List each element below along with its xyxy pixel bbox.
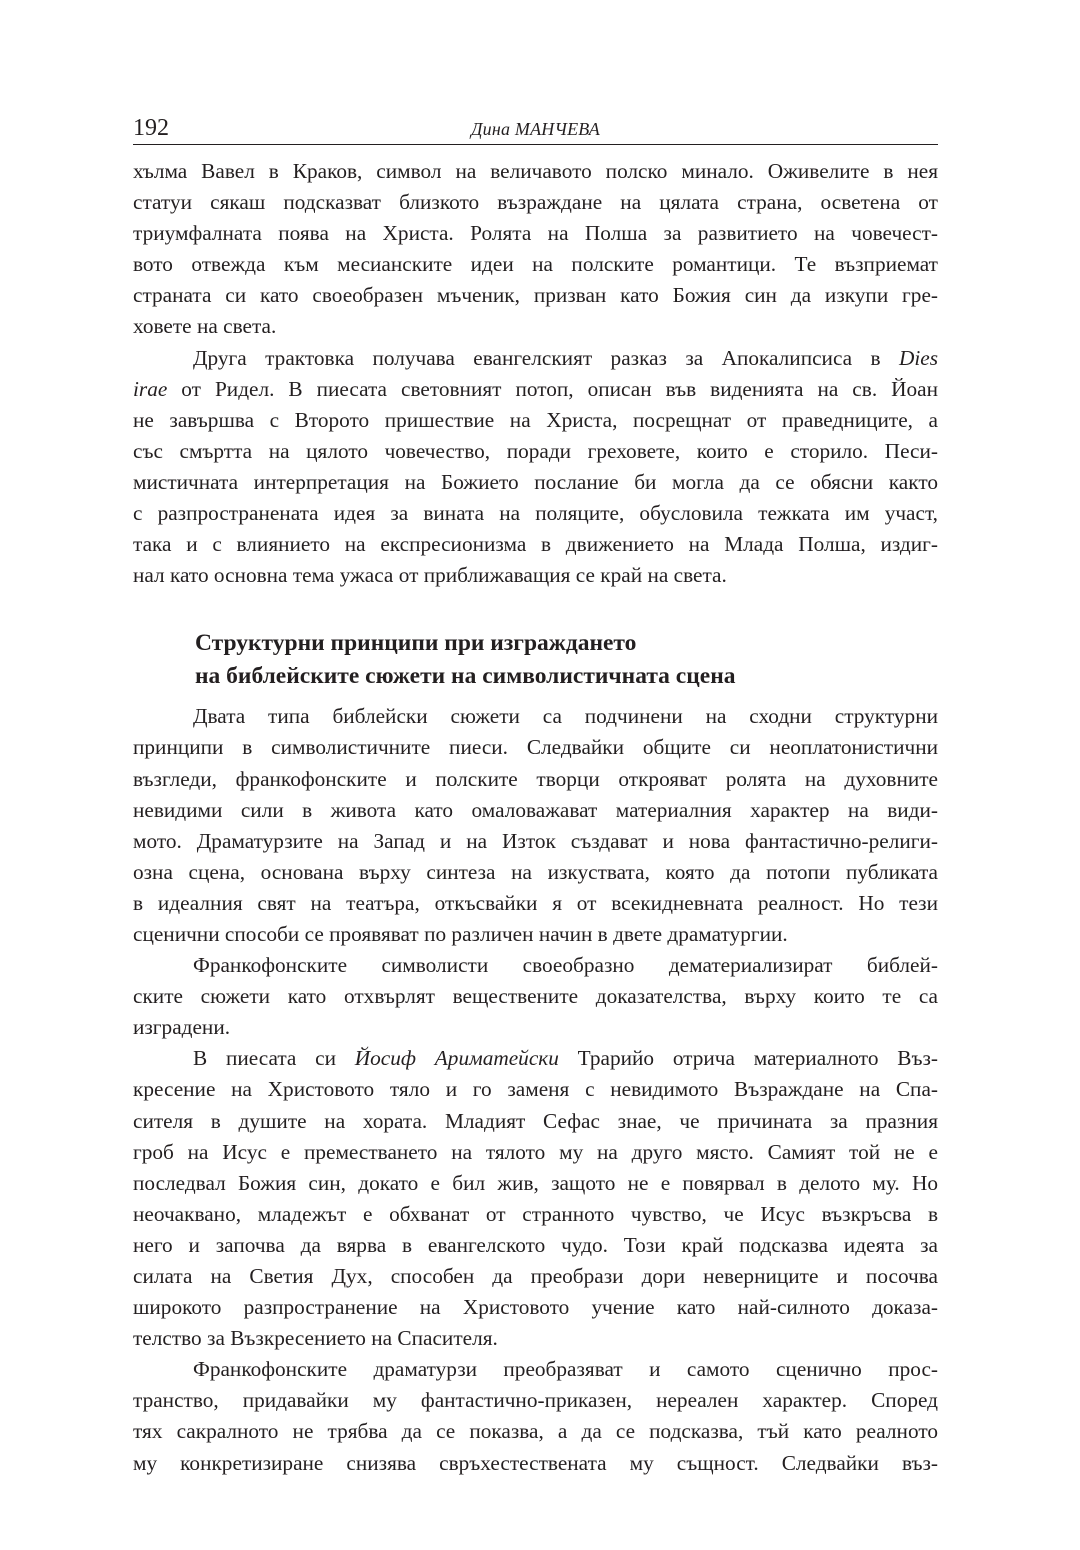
text-line: вото отвежда към месианските идеи на полските романтици. Те възприемат bbox=[133, 252, 938, 277]
text-line: с разпространената идея за вината на поляците, обусловила тежката им участ, bbox=[133, 501, 938, 526]
text-line: кресение на Христовото тяло и го заменя с невидимото Възраждане на Спа- bbox=[133, 1077, 938, 1102]
text-run: В пиесата си bbox=[193, 1046, 355, 1071]
running-title: Дина МАНЧЕВА bbox=[471, 119, 600, 139]
text-line: сителя в душите на хората. Младият Сефас знае, че причината за празния bbox=[133, 1108, 938, 1133]
text-line: триумфалната поява на Христа. Ролята на Полша за развитието на човечест- bbox=[133, 221, 938, 246]
text-line: мото. Драматурзите на Запад и на Изток създават и нова фантастично-религи- bbox=[133, 828, 938, 853]
italic-title: Йосиф Ариматейски bbox=[354, 1046, 559, 1071]
paragraph-3 bbox=[133, 701, 938, 950]
text-line: ските сюжети като отхвърлят веществените доказателства, върху които те са bbox=[133, 984, 938, 1009]
section-heading-line: на библейските сюжети на символистичната сцена bbox=[195, 663, 736, 690]
text-line: със смъртта на цялото човечество, поради греховете, които е сторило. Песи- bbox=[133, 438, 938, 463]
text-line: статуи сякаш подсказват близкото възраждане на цялата страна, осветена от bbox=[133, 190, 938, 215]
paragraph-5 bbox=[133, 1043, 938, 1354]
text-line: страната си като своеобразен мъченик, призван като Божия син да изкупи гре- bbox=[133, 283, 938, 308]
paragraph-1 bbox=[133, 156, 938, 343]
text-line: невидими сили в живота като омаловажават материалния характер на види- bbox=[133, 797, 938, 822]
section-heading-line: Структурни принципи при изграждането bbox=[195, 630, 637, 657]
text-line: транство, придавайки му фантастично-приказен, нереален характер. Според bbox=[133, 1388, 938, 1413]
text-line: озна сцена, основана върху синтеза на изкуствата, която да потопи публиката bbox=[133, 859, 938, 884]
text-run: от Ридел. В пиесата световният потоп, описан във виденията на св. Йоан bbox=[167, 376, 938, 401]
text-line: тях сакралното не трябва да се показва, а да се подсказва, тъй като реалното bbox=[133, 1419, 938, 1444]
text-line: му конкретизиране снизява свръхестествената му същност. Следвайки въз- bbox=[133, 1450, 938, 1475]
text-line: така и с влиянието на експресионизма в движението на Млада Полша, издиг- bbox=[133, 532, 938, 557]
text-run: Друга трактовка получава евангелският разказ за Апокалипсиса в bbox=[193, 345, 899, 370]
text-line: Франкофонските драматурзи преобразяват и самото сценично прос- bbox=[193, 1357, 938, 1382]
text-line: принципи в символистичните пиеси. Следвайки общите си неоплатонистични bbox=[133, 735, 938, 760]
text-line: сценични способи се проявяват по различен начин в двете драматургии. bbox=[133, 921, 788, 946]
text-line: Двата типа библейски сюжети са подчинени на сходни структурни bbox=[193, 704, 938, 729]
paragraph-2 bbox=[133, 343, 938, 592]
text-line: нал като основна тема ужаса от приближаващия се край на света. bbox=[133, 563, 727, 588]
text-line: последвал Божия син, докато е бил жив, защото не е повярвал в делото му. Но bbox=[133, 1170, 938, 1195]
running-header bbox=[133, 112, 938, 145]
text-line: мистичната интерпретация на Божието послание би могла да се обясни както bbox=[133, 469, 938, 494]
text-line: не завършва с Второто пришествие на Христа, посрещнат от праведниците, а bbox=[133, 407, 938, 432]
text-line bbox=[133, 343, 938, 374]
page-number: 192 bbox=[133, 115, 169, 141]
text-line bbox=[133, 1043, 938, 1074]
text-run: Трарийо отрича материалното Въз- bbox=[558, 1046, 938, 1071]
text-line: него и започва да вярва в евангелското чудо. Този край подсказва идеята за bbox=[133, 1232, 938, 1257]
text-line: в идеалния свят на театъра, откъсвайки я от всекидневната реалност. Но тези bbox=[133, 890, 938, 915]
text-line: гроб на Исус е преместването на тялото му на друго място. Самият той не е bbox=[133, 1139, 938, 1164]
text-line: възгледи, франкофонските и полските творци открояват ролята на духовните bbox=[133, 766, 938, 791]
text-line: хълма Вавел в Краков, символ на величавото полско минало. Оживелите в нея bbox=[133, 159, 938, 183]
body-text bbox=[133, 156, 938, 1479]
text-line: ховете на света. bbox=[133, 314, 277, 339]
book-page bbox=[133, 112, 938, 1479]
text-line: Франкофонските символисти своеобразно дематериализират библей- bbox=[193, 953, 938, 978]
text-line: телство за Възкресението на Спасителя. bbox=[133, 1326, 498, 1351]
text-line: изградени. bbox=[133, 1015, 231, 1040]
text-line: неочаквано, младежът е обхванат от странното чувство, че Исус възкръсва в bbox=[133, 1201, 938, 1226]
italic-title: Dies bbox=[898, 345, 938, 370]
text-line: широкото разпространение на Христовото учение като най-силното доказа- bbox=[133, 1295, 938, 1320]
paragraph-6 bbox=[133, 1354, 938, 1478]
text-line: силата на Светия Дух, способен да преобрази дори неверниците и посочва bbox=[133, 1264, 938, 1288]
paragraph-4 bbox=[133, 950, 938, 1043]
text-line bbox=[133, 374, 938, 405]
section-heading bbox=[133, 627, 938, 693]
italic-title: irae bbox=[133, 376, 168, 401]
